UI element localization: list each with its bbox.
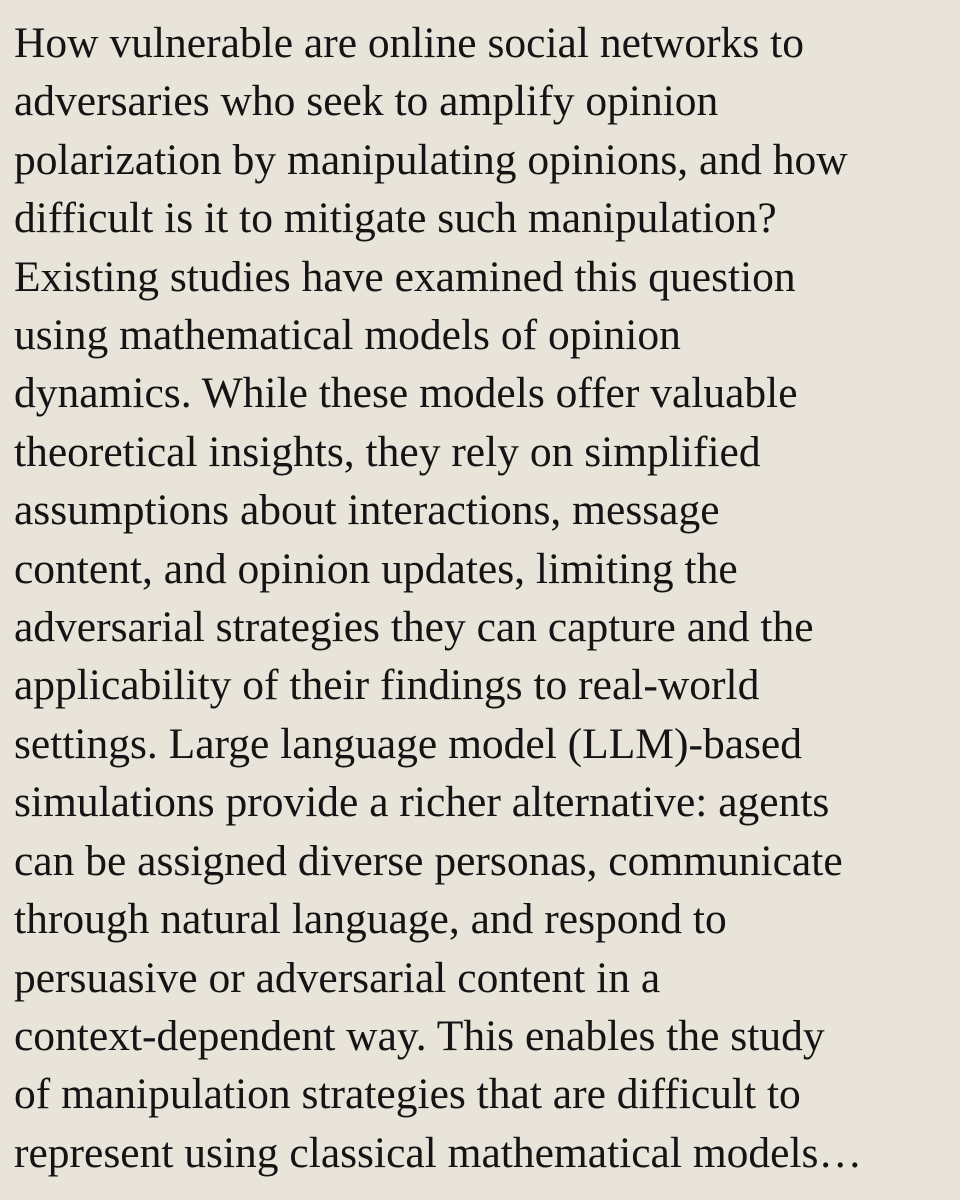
text-line-10: content, and opinion updates, limiting the [14, 544, 738, 593]
text-line-6: using mathematical models of opinion [14, 311, 681, 360]
text-line-7: dynamics. While these models offer valuable [14, 369, 798, 418]
text-line-14: simulations provide a richer alternative: agents [14, 778, 830, 827]
text-line-20: represent using classical mathematical models… [14, 1128, 862, 1177]
text-line-12: applicability of their findings to real-world [14, 661, 760, 710]
text-line-2: adversaries who seek to amplify opinion [14, 77, 719, 126]
text-line-17: persuasive or adversarial content in a [14, 953, 661, 1002]
text-line-8: theoretical insights, they rely on simplified [14, 427, 761, 476]
text-line-5: Existing studies have examined this question [14, 252, 796, 301]
text-line-9: assumptions about interactions, message [14, 486, 720, 535]
text-line-4: difficult is it to mitigate such manipulation? [14, 194, 777, 243]
text-line-19: of manipulation strategies that are difficult to [14, 1070, 801, 1119]
text-line-16: through natural language, and respond to [14, 895, 727, 944]
text-line-3: polarization by manipulating opinions, and how [14, 135, 848, 184]
text-line-13: settings. Large language model (LLM)-based [14, 719, 802, 768]
text-line-15: can be assigned diverse personas, communicate [14, 836, 843, 885]
text-line-1: How vulnerable are online social networks to [14, 19, 805, 67]
abstract-text [14, 14, 946, 1182]
text-line-18: context-dependent way. This enables the study [14, 1011, 825, 1060]
text-line-11: adversarial strategies they can capture and the [14, 603, 814, 652]
